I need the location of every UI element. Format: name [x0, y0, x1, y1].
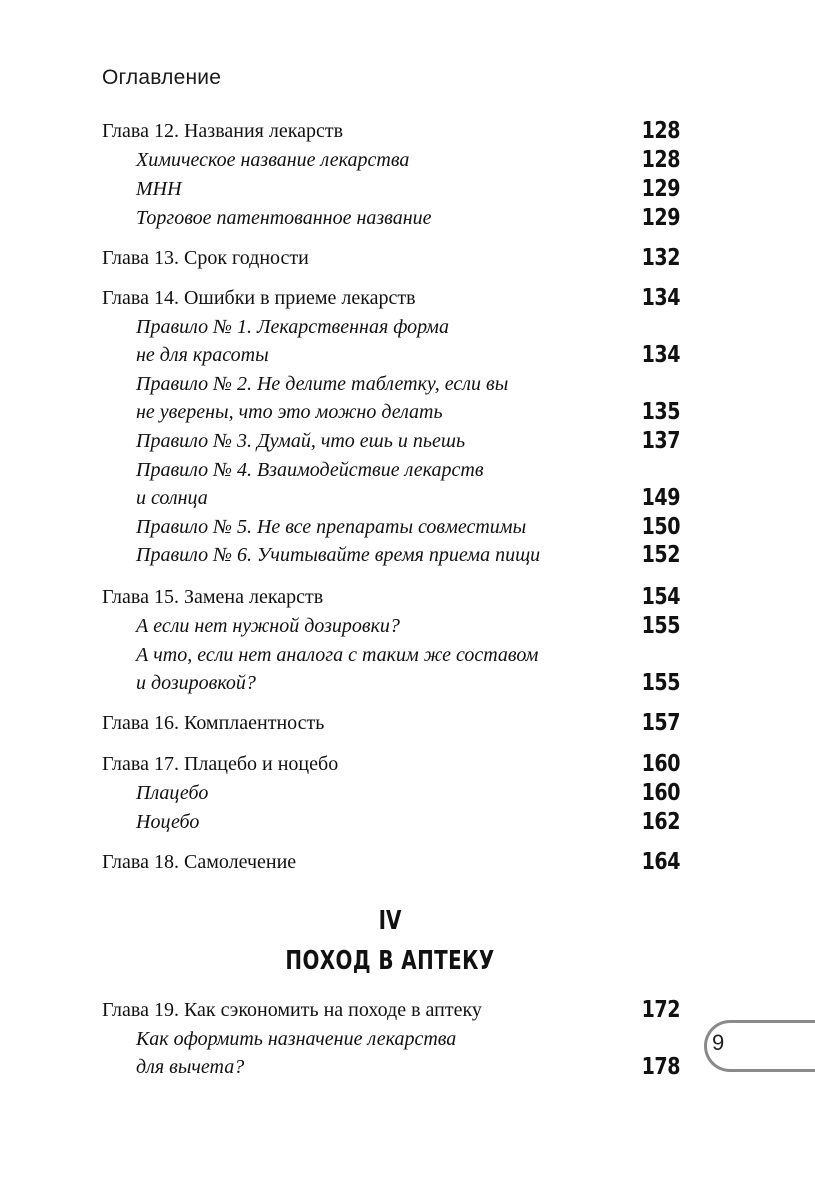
toc-entry-ch15-analog-line1 — [136, 640, 544, 668]
toc-page-number: 162 — [641, 809, 680, 835]
dot-leader — [302, 849, 628, 875]
toc-entry-title: Правило № 4. Взаимодействие лекарств — [136, 459, 484, 481]
toc-entry-ch19-deduction — [136, 1052, 680, 1080]
toc-entry-ch14-rule4-line1 — [136, 455, 490, 483]
toc-entry-title: Глава 13. Срок годности — [102, 247, 309, 269]
dot-leader — [546, 542, 628, 568]
toc-entry-title: Глава 15. Замена лекарств — [102, 586, 324, 608]
dot-leader — [250, 1054, 628, 1080]
dot-leader — [422, 285, 628, 311]
dot-leader — [205, 809, 628, 835]
toc-entry-title: Правило № 6. Учитывайте время приема пищи — [136, 544, 541, 566]
dot-leader — [438, 205, 628, 231]
toc-entry-title: Химическое название лекарства — [136, 149, 410, 171]
toc-entry-title: Как оформить назначение лекарства — [136, 1028, 457, 1050]
dot-leader — [188, 176, 628, 202]
toc-entry-ch12-inn — [136, 174, 680, 202]
toc-page-number: 135 — [641, 399, 680, 425]
toc-entry-ch12 — [102, 116, 680, 144]
toc-entry-ch14-rule2 — [136, 397, 680, 425]
toc-entry-title: для вычета? — [136, 1056, 245, 1078]
toc-entry-title: Глава 19. Как сэкономить на походе в аптеку — [102, 999, 482, 1021]
toc-entry-ch14-rule5 — [136, 512, 680, 540]
toc-entry-title: Глава 17. Плацебо и ноцебо — [102, 753, 339, 775]
toc-entry-title: Глава 16. Комплаентность — [102, 712, 325, 734]
toc-entry-title: Глава 12. Названия лекарств — [102, 120, 344, 142]
toc-entry-ch16 — [102, 708, 680, 736]
toc-entry-title: не уверены, что это можно делать — [136, 401, 443, 423]
toc-entry-ch14 — [102, 283, 680, 311]
toc-page-number: 128 — [641, 118, 680, 144]
toc-entry-ch14-rule6 — [136, 540, 680, 568]
toc-page-number: 152 — [641, 542, 680, 568]
page-number: 9 — [712, 1030, 725, 1055]
part-number: IV — [378, 906, 402, 936]
toc-entry-title: А что, если нет аналога с таким же составом — [136, 644, 539, 666]
toc-page-number: 132 — [641, 245, 680, 271]
dot-leader — [275, 342, 628, 368]
toc-entry-ch12-trade-name — [136, 203, 680, 231]
toc-entry-title: не для красоты — [136, 344, 269, 366]
toc-page-number: 129 — [641, 176, 680, 202]
toc-entry-title: Правило № 5. Не все препараты совместимы — [136, 516, 527, 538]
dot-leader — [330, 710, 628, 736]
toc-page-number: 160 — [641, 780, 680, 806]
page-header: Оглавление — [102, 66, 222, 89]
toc-page-number: 128 — [641, 147, 680, 173]
toc-entry-title: МНН — [136, 178, 182, 200]
toc-page-number: 129 — [641, 205, 680, 231]
toc-entry-title: Глава 18. Самолечение — [102, 851, 297, 873]
dot-leader — [214, 485, 628, 511]
dot-leader — [344, 751, 628, 777]
dot-leader — [532, 514, 628, 540]
toc-page-number: 157 — [641, 710, 680, 736]
toc-entry-ch15-analog — [136, 668, 680, 696]
toc-entry-ch17-nocebo — [136, 807, 680, 835]
dot-leader — [214, 780, 628, 806]
toc-entry-title: Правило № 1. Лекарственная форма — [136, 316, 449, 338]
dot-leader — [449, 399, 628, 425]
toc-page-number: 155 — [641, 613, 680, 639]
toc-page-number: 164 — [641, 849, 680, 875]
toc-entry-title: Плацебо — [136, 782, 209, 804]
toc-entry-ch18 — [102, 847, 680, 875]
dot-leader — [406, 613, 628, 639]
toc-entry-title: и дозировкой? — [136, 672, 256, 694]
toc-page-number: 172 — [641, 997, 680, 1023]
toc-entry-title: А если нет нужной дозировки? — [136, 615, 400, 637]
toc-page-number: 134 — [641, 285, 680, 311]
toc-entry-title: Глава 14. Ошибки в приеме лекарств — [102, 287, 416, 309]
toc-page-number: 137 — [641, 428, 680, 454]
toc-entry-ch15-dosage — [136, 611, 680, 639]
dot-leader — [329, 584, 628, 610]
toc-page-number: 160 — [641, 751, 680, 777]
toc-page-number: 178 — [641, 1054, 680, 1080]
toc-page-number: 134 — [641, 342, 680, 368]
toc-entry-ch17-placebo — [136, 778, 680, 806]
toc-entry-title: Ноцебо — [136, 811, 200, 833]
toc-entry-ch12-chemical-name — [136, 145, 680, 173]
toc-entry-ch17 — [102, 749, 680, 777]
toc-entry-ch19-deduction-line1 — [136, 1024, 462, 1052]
toc-page-number: 154 — [641, 584, 680, 610]
toc-entry-title: Правило № 3. Думай, что ешь и пьешь — [136, 430, 466, 452]
toc-entry-ch14-rule1 — [136, 340, 680, 368]
dot-leader — [488, 997, 628, 1023]
toc-entry-ch15 — [102, 582, 680, 610]
toc-entry-ch13 — [102, 243, 680, 271]
toc-page-number: 150 — [641, 514, 680, 540]
toc-entry-ch19 — [102, 995, 680, 1023]
toc-entry-ch14-rule3 — [136, 426, 680, 454]
toc-page-number: 155 — [641, 670, 680, 696]
dot-leader — [471, 428, 628, 454]
dot-leader — [415, 147, 628, 173]
toc-entry-ch14-rule4 — [136, 483, 680, 511]
dot-leader — [262, 670, 628, 696]
toc-entry-title: Торговое патентованное название — [136, 207, 432, 229]
toc-entry-title: и солнца — [136, 487, 208, 509]
dot-leader — [315, 245, 628, 271]
part-title: ПОХОД В АПТЕКУ — [285, 946, 495, 976]
toc-page-number: 149 — [641, 485, 680, 511]
toc-entry-ch14-rule2-line1 — [136, 369, 514, 397]
dot-leader — [349, 118, 628, 144]
toc-entry-title: Правило № 2. Не делите таблетку, если вы — [136, 373, 509, 395]
toc-entry-ch14-rule1-line1 — [136, 312, 455, 340]
